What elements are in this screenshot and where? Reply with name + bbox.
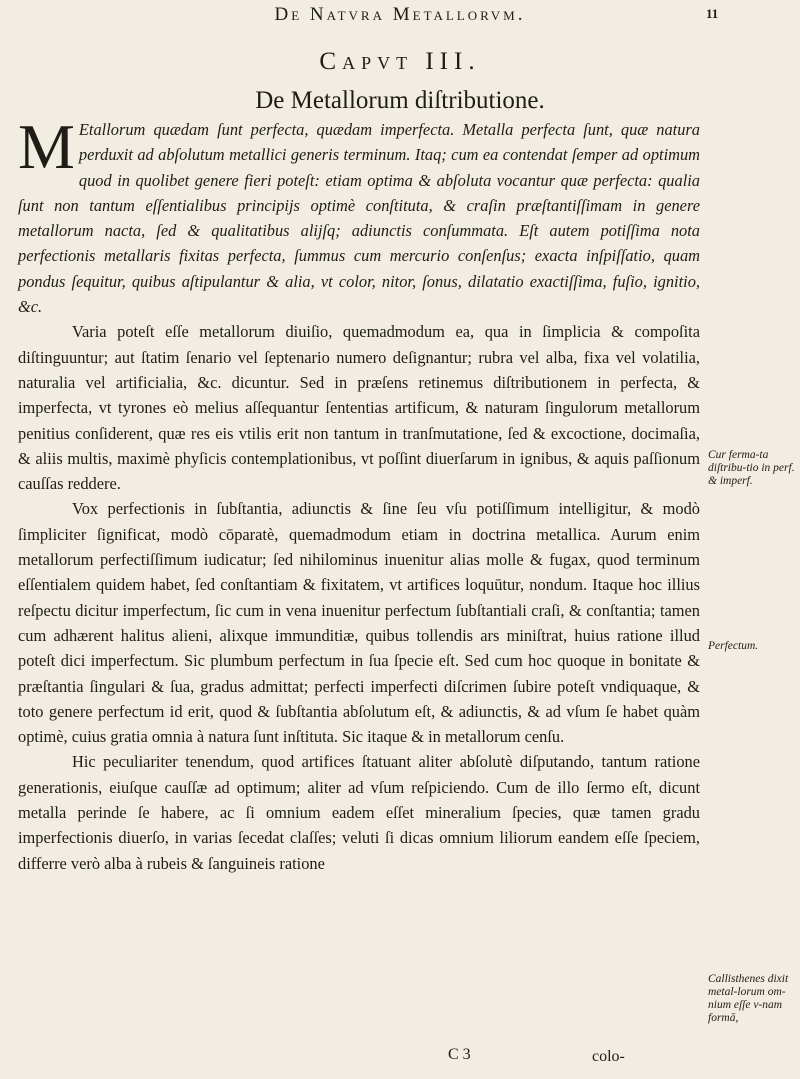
sidenote-perfectum: Perfectum. — [708, 640, 759, 652]
sidenote-distributio: Cur ferma-ta diſtribu-tio in perf. & imperf. — [708, 449, 795, 487]
signature-mark: C 3 — [448, 1046, 471, 1063]
drop-cap: M — [18, 111, 75, 182]
paragraph-4: Hic peculiariter tenendum, quod artifices ſtatuant aliter abſolutè diſputando, tantum ratione generationis, eiuſque cauſſæ ad optimum; aliter ad vſum reſpiciendo. Cum de illo ſermo eſt, dicunt metalla perinde ſe habere, ac ſi omnium eadem eſſet mineralium ſpecies, quæ tamen gradu imperfectionis diuerſo, in varias ſecedat claſſes; veluti ſi dicas omnium liliorum eandem eſſe ſpeciem, differre verò alba à rubeis & ſanguineis ratione — [18, 752, 700, 873]
catchword: colo- — [592, 1048, 625, 1065]
chapter-number: Capvt III. — [319, 48, 481, 75]
sidenote-callisthenes: Callisthenes dixit metal-lorum om-nium eſſe v-nam formā, — [708, 973, 789, 1024]
paragraph-1 — [18, 111, 700, 319]
paragraph-2: Varia poteſt eſſe metallorum diuiſio, quemadmodum ea, qua in ſimplicia & compoſita diſtinguuntur; aut ſtatim ſenario vel ſeptenario numero deſignantur; rubra vel alba, fixa vel volatilia, naturalia vel artificialia, &c. dicuntur. Sed in præſens retinemus diſtributionem in perfecta, & imperfecta, vt tyrones eò melius aſſequantur ſententias artificum, & naturam ſingulorum metallorum penitius conſiderent, quæ res eis vtilis erit non tantum in tranſmutatione, ſed & excoctione, docimaſia, & aliis multis, maximè phyſicis contemplationibus, vt poſſint diuerſarum in ignibus, & aquis paſſionum cauſſas reddere. — [18, 322, 700, 494]
paragraph-3: Vox perfectionis in ſubſtantia, adiunctis & ſine ſeu vſu potiſſimum intelligitur, & modò ſimpliciter ſignificat, modò cōparatè, quemadmodum etiam in doctrina metallica. Aurum enim metallorum perfectiſſimum iudicatur; ſed nihilominus inuenitur alias molle & fugax, quod terminum eſſentialem quidem habet, ſed conſtantiam & fixitatem, vt artifices loquūtur, nondum. Itaque hoc illius reſpectu dicitur imperfectum, ſic cum in vena inuenitur perfectum ſubſtantiali craſi, & conſtantia; tamen cum adhærent halitus alieni, alixque immunditiæ, quibus tollendis ars miniſtrat, huius ratione illud poteſt dici imperfectum. Sic plumbum perfectum in ſua ſpecie eſt. Sed cum hoc quoque in bonitate & præſtantia ſingulari & ſua, gradus admittat; perfecti imperfecti diſcrimen ſubire poteſt vndiquaque, & toto genere perfectum id erit, quod & ſubſtantia abſolutum eſt, & adiunctis, & ad vſum ſe habet quàm optimè, cuius gratia omnia à natura ſunt inſtituta. Sic itaque & in metallorum cenſu. — [18, 499, 700, 747]
main-text — [18, 111, 700, 876]
page-number: 11 — [706, 6, 719, 21]
paragraph-1-text: Etallorum quædam ſunt perfecta, quædam imperfecta. Metalla perfecta ſunt, quæ natura perduxit ad abſolutum metallici generis terminum. Itaq; cum ea contendat ſemper ad optimum quod in quolibet genere fieri poteſt: etiam optima & abſoluta vocantur quæ perfecta: qualia ſunt non tantum eſſentialibus principijs optimè conſtituta, & craſin præſtantiſſimam in genere metallorum nacta, ſed & qualitatibus alijſq; adiunctis conſummata. Eſt autem potiſſima nota perfectionis metallaris fixitas perfecta, ſummus cum mercurio conſenſus; exacta inſpiſſatio, quam pondus ſequitur, quibus aſtipulantur & alia, vt color, nitor, ſonus, dilatatio exactiſſima, fuſio, ignitio, &c. — [18, 120, 700, 317]
running-head: De Natvra Metallorvm. — [274, 4, 526, 25]
chapter-title: De Metallorum diſtributione. — [255, 87, 545, 114]
